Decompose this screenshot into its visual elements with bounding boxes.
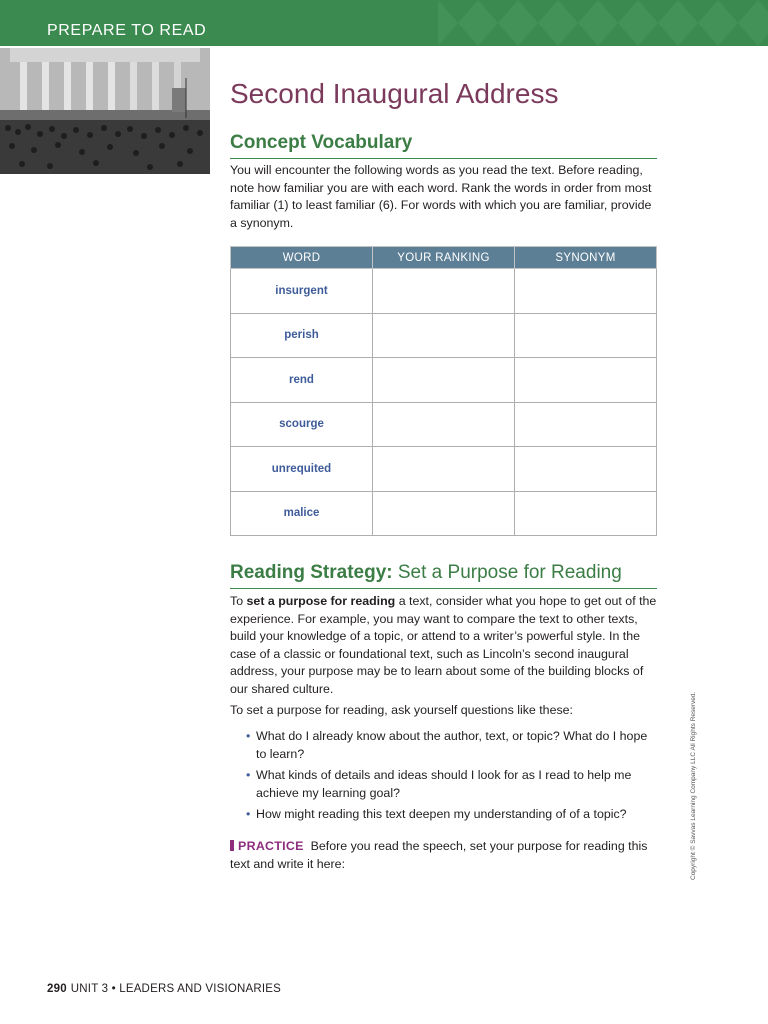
inauguration-photo-image: [0, 48, 210, 174]
practice-label: PRACTICE: [238, 839, 304, 853]
copyright-notice: Copyright © Savvas Learning Company LLC All Rights Reserved.: [690, 691, 697, 880]
vocabulary-table: [230, 246, 657, 536]
ranking-cell[interactable]: [373, 313, 515, 358]
concept-intro-text: You will encounter the following words as you read the text. Before reading, note how familiar you are with each word. Rank the words in order from most familiar (1) to least familiar (6). For words with which you are familiar, provide a synonym.: [230, 163, 652, 230]
list-item: [246, 806, 658, 824]
strategy-key-term: set a purpose for reading: [246, 594, 396, 608]
column-header-word: WORD: [231, 247, 373, 269]
bullet-dot-icon: •: [246, 768, 251, 783]
vocabulary-table-header-row: [231, 247, 657, 269]
vocab-word: malice: [231, 491, 373, 536]
bullet-dot-icon: •: [246, 807, 251, 822]
table-row: [231, 358, 657, 403]
page-footer: [47, 983, 281, 995]
vocab-word: rend: [231, 358, 373, 403]
inauguration-photo: [0, 48, 210, 174]
reading-strategy-label: Reading Strategy:: [230, 562, 393, 583]
reading-strategy-title: Set a Purpose for Reading: [397, 562, 622, 583]
list-item-text: What kinds of details and ideas should I look for as I read to help me achieve my learning goal?: [256, 768, 632, 800]
column-header-synonym: SYNONYM: [515, 247, 657, 269]
page-title: Second Inaugural Address: [230, 78, 559, 109]
table-row: [231, 269, 657, 314]
concept-vocabulary-heading: Concept Vocabulary: [230, 132, 657, 159]
banner-pattern-decoration: [438, 0, 768, 46]
question-list: [246, 728, 658, 828]
list-item-text: What do I already know about the author, text, or topic? What do I hope to learn?: [256, 729, 648, 761]
vocab-word: perish: [231, 313, 373, 358]
page-number: 290: [47, 983, 67, 995]
synonym-cell[interactable]: [515, 358, 657, 403]
table-row: [231, 313, 657, 358]
table-row: [231, 447, 657, 492]
practice-prompt: [230, 838, 657, 873]
synonym-cell[interactable]: [515, 491, 657, 536]
list-item: [246, 728, 658, 763]
strategy-p1-start: To: [230, 594, 247, 608]
ranking-cell[interactable]: [373, 402, 515, 447]
synonym-cell[interactable]: [515, 447, 657, 492]
list-item: [246, 767, 658, 802]
banner-title: PREPARE TO READ: [47, 22, 207, 39]
strategy-p1-end: a text, consider what you hope to get out of the experience. For example, you may want to compare the text to other texts, build your knowledge of a topic, or attend to a writer’s powerful style. In the case of a classic or foundational text, such as Lincoln’s second inaugural address, your purpose may be to learn about some of the building blocks of our shared culture.: [230, 594, 657, 696]
ranking-cell[interactable]: [373, 269, 515, 314]
synonym-cell[interactable]: [515, 269, 657, 314]
practice-text: Before you read the speech, set your purpose for reading this text and write it here:: [230, 839, 648, 871]
bullet-dot-icon: •: [246, 729, 251, 743]
practice-marker-icon: [230, 840, 234, 851]
reading-strategy-heading: [230, 562, 657, 589]
vocab-word: unrequited: [231, 447, 373, 492]
column-header-ranking: YOUR RANKING: [373, 247, 515, 269]
table-row: [231, 402, 657, 447]
ranking-cell[interactable]: [373, 491, 515, 536]
list-item-text: How might reading this text deepen my understanding of of a topic?: [256, 807, 627, 822]
vocab-word: scourge: [231, 402, 373, 447]
vocab-word: insurgent: [231, 269, 373, 314]
section-banner: [0, 0, 768, 46]
ranking-cell[interactable]: [373, 358, 515, 403]
strategy-paragraph: [230, 593, 657, 699]
ranking-cell[interactable]: [373, 447, 515, 492]
synonym-cell[interactable]: [515, 313, 657, 358]
strategy-question-intro: To set a purpose for reading, ask yourself questions like these:: [230, 703, 573, 717]
table-row: [231, 491, 657, 536]
synonym-cell[interactable]: [515, 402, 657, 447]
unit-label: UNIT 3 • LEADERS AND VISIONARIES: [70, 983, 282, 995]
